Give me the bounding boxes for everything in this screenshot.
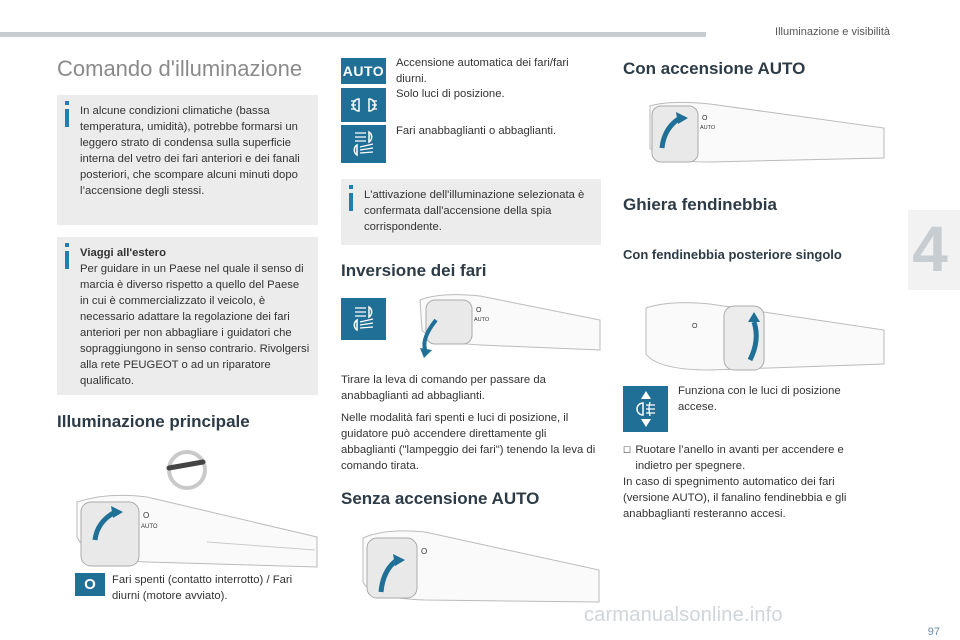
info-icon-dot [349,185,353,189]
checkbox-bullet-icon: ☐ [623,445,632,455]
stalk-illustration-fog [640,300,885,378]
final-paragraph: In caso di spegnimento automatico dei fari (versione AUTO), il fanalino fendinebbia e gli anabbaglianti resteranno accesi. [623,476,847,520]
info-text: Per guidare in un Paese nel quale il senso di marcia è diverso rispetto a quello del Paese in cui è commercializzato il veicolo, è necessario adattare la regolazione dei fari anteriori per non abbagliare i guidatori che sopraggiungono in senso contrario. Rivolgersi alla rete PEUGEOT o ad un riparatore qualificato. [80,263,310,387]
stalk-label-off: O [143,511,150,520]
fog-description: Funziona con le luci di posizione accese. [678,385,841,413]
chapter-number: 4 [912,213,948,285]
inversion-paragraph-1: Tirare la leva di comando per passare da anabbaglianti ad abbaglianti. [341,374,546,402]
section-title-inversion: Inversione dei fari [341,261,487,280]
info-icon [65,109,69,127]
info-box-abroad [57,237,318,395]
auto-icon: AUTO [341,58,386,84]
section-title-fog: Ghiera fendinebbia [623,195,777,214]
info-box-condensation [57,95,318,225]
page-title: Comando d'illuminazione [57,56,303,81]
stalk-illustration-no-auto [345,520,601,610]
stalk-label-auto: AUTO [141,524,158,530]
stalk-label-off: O [421,547,428,556]
info-box-indicator [341,179,601,245]
stalk-label-off: O [692,323,698,330]
off-description: Fari spenti (contatto interrotto) / Fari diurni (motore avviato). [112,574,293,602]
position-lights-icon [341,88,386,122]
beam-lights-icon [341,298,386,340]
bullet-text: Ruotare l’anello in avanti per accendere e indietro per spegnere. [635,444,844,472]
stalk-illustration-with-auto [640,100,885,170]
section-title-main-lighting: Illuminazione principale [57,412,250,431]
beam-lights-icon [341,125,386,163]
rear-fog-icon [623,386,668,432]
stalk-label-off: O [702,115,708,122]
section-title-no-auto: Senza accensione AUTO [341,489,540,508]
info-icon-dot [65,243,69,247]
section-header: Illuminazione e visibilità [775,26,890,38]
fog-instruction [623,442,883,522]
auto-description: Accensione automatica dei fari/fari diurni. [396,57,569,85]
page-number: 97 [927,626,940,638]
beam-description: Fari anabbaglianti o abbaglianti. [396,125,557,137]
info-icon-dot [65,101,69,105]
stalk-illustration-inversion [400,290,601,360]
stalk-label-auto: AUTO [700,125,716,131]
info-icon [349,193,353,211]
header-rule [0,32,706,37]
watermark: carmanualsonline.info [584,604,783,626]
subsection-title-rear-fog: Con fendinebbia posteriore singolo [623,247,842,262]
inversion-paragraph-2: Nelle modalità fari spenti e luci di posizione, il guidatore può accendere direttamente gli abbaglianti ("lampeggio dei fari") tenendo la leva di comando tirata. [341,412,596,472]
info-text: In alcune condizioni climatiche (bassa temperatura, umidità), potrebbe formarsi un leggero strato di condensa sulla superficie interna del vetro dei fari anteriori e dei fanali posteriori, che scompare alcuni minuti dopo l’accensione degli stessi. [80,105,300,197]
position-description: Solo luci di posizione. [396,88,505,100]
info-title: Viaggi all'estero [80,247,166,259]
stalk-illustration-main [57,442,319,572]
section-title-with-auto: Con accensione AUTO [623,59,806,78]
stalk-label-off: O [476,307,482,314]
stalk-label-auto: AUTO [474,317,490,323]
info-text: L'attivazione dell'illuminazione selezionata è confermata dall'accensione della spia corrispondente. [364,189,585,233]
info-icon [65,251,69,269]
off-icon: O [75,573,105,596]
